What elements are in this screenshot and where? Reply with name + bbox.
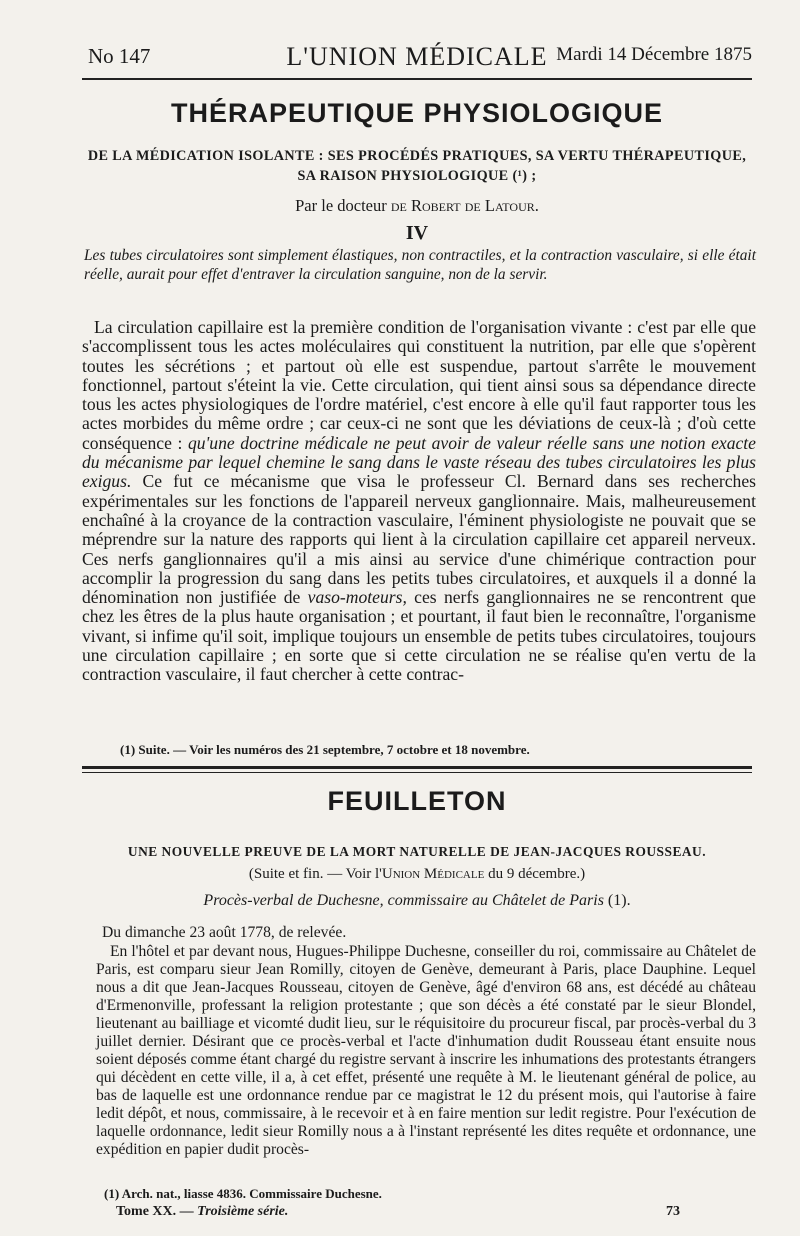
suite-journal: Union Médicale (381, 866, 485, 882)
tome-number: Tome XX. — (116, 1204, 194, 1219)
issue-date: Mardi 14 Décembre 1875 (556, 44, 752, 65)
article-summary: Les tubes circulatoires sont simplement élastiques, non contractiles, et la contraction vasculaire, si elle était réelle, aurait pour effet d'entraver la circulation sanguine, non de la servir. (84, 247, 756, 283)
proces-verbal-title (82, 892, 752, 910)
page-footer (116, 1204, 752, 1224)
issue-number: No 147 (88, 44, 151, 68)
section-rule-thick (82, 766, 752, 769)
tome-label (116, 1204, 288, 1219)
feuilleton-opening: Du dimanche 23 août 1778, de relevée. (102, 924, 347, 941)
para-end: ces nerfs ganglionnaires ne se rencontrent que chez les êtres de la plus haute organisation ; et pourtant, il faut bien le reconnaître, l'organisme vivant, si infime qu'il soit, implique toujours un ensemble de petits tubes circulatoires, toujours une circulation capillaire ; en sorte que si cette circulation ne se réalise qu'en vertu de la contraction vasculaire, il faut chercher à cette contrac- (82, 587, 756, 685)
masthead (82, 40, 752, 74)
article-body (82, 318, 756, 685)
feuilleton-title: FEUILLETON (327, 786, 507, 816)
section-title: THÉRAPEUTIQUE PHYSIOLOGIQUE (170, 98, 664, 128)
proces-note: (1). (603, 892, 631, 909)
para-term: vaso-moteurs, (307, 587, 407, 608)
para-italic: qu'une doctrine médicale ne peut avoir de valeur réelle sans une notion exacte du mécanisme par lequel chemine le sang dans le vaste réseau des tubes circulatoires les plus exigus. (82, 432, 756, 492)
article-paragraph (82, 318, 756, 685)
feuilleton-body (96, 924, 756, 1159)
page-number: 73 (666, 1204, 680, 1219)
feuilleton-footnote: (1) Arch. nat., liasse 4836. Commissaire Duchesne. (104, 1186, 382, 1201)
journal-title: L'UNION MÉDICALE (286, 42, 548, 71)
section-rule-thin (82, 772, 752, 773)
feuilleton-suite (82, 866, 752, 883)
suite-prefix: (Suite et fin. — Voir l' (248, 866, 382, 882)
serie-label: Troisième série. (197, 1204, 289, 1219)
author-prefix: Par le docteur (295, 196, 387, 215)
author-name: de Robert de Latour. (390, 196, 539, 215)
article-subtitle: DE LA MÉDICATION ISOLANTE : SES PROCÉDÉS PRATIQUES, SA VERTU THÉRAPEUTIQUE, SA RAISON PHYSIOLOGIQUE (¹) ; (87, 148, 747, 184)
suite-suffix: du 9 décembre.) (484, 866, 586, 882)
para-middle: Ce fut ce mécanisme que visa le professeur Cl. Bernard dans ses recherches expérimentales sur les fonctions de l'appareil nerveux ganglionnaire. Mais, malheureusement enchaîné à la croyance de la contraction vasculaire, l'éminent physiologiste ne pouvait que se méprendre sur la nature des rapports qui lient à la circulation capillaire cet appareil nerveux. Ces nerfs ganglionnaires qu'il a mis ainsi au service d'une chimérique contraction pour accomplir la progression du sang dans les petits tubes circulatoires, et auxquels il a donné la dénomination non justifiée de (82, 471, 757, 608)
feuilleton-paragraph: En l'hôtel et par devant nous, Hugues-Philippe Duchesne, conseiller du roi, commissaire au Châtelet de Paris, est comparu sieur Jean Romilly, citoyen de Genève, demeurant à Paris, place Dauphine. Lequel nous a dit que Jean-Jacques Rousseau, citoyen de Genève, âgé d'environ 68 ans, est décédé au château d'Ermenonville, professant la religion protestante ; que son décès a été constaté par le sieur Blondel, lieutenant au bailliage et vicomté dudit lieu, sur le réquisitoire du procureur fiscal, par procès-verbal du 3 juillet dernier. Désirant que ce procès-verbal et l'acte d'inhumation dudit Rousseau étant ensuite nous soient déposés comme étant chargé du registre servant à inscrire les inhumations des protestants étrangers qui décèdent en cette ville, il a, à cet effet, présenté une requête à M. le lieutenant général de police, au bas de laquelle est une ordonnance rendue par ce magistrat le 12 du présent mois, qui l'autorise à faire ledit dépôt, et nous, commissaire, à le recevoir et à en faire mention sur ledit registre. Pour l'exécution de laquelle ordonnance, ledit sieur Romilly nous a à l'instant représenté les dites requête et ordonnance, une expédition en papier dudit procès- (96, 943, 756, 1158)
para-start: La circulation capillaire est la première condition de l'organisation vivante : c'est par elle que s'accomplissent tous les actes moléculaires qui constituent la nutrition, par elle que s'opèrent toutes les sécrétions ; et partout où elle est suspendue, partout s'arrête le mouvement fonctionnel, partout s'éteint la vie. Cette circulation, qui tient ainsi sous sa dépendance directe tous les actes physiologiques de l'ordre matériel, c'est encore à elle qu'il faut rapporter tous les actes morbides du même ordre ; car ceux-ci ne sont que les déviations de ceux-là ; d'où cette conséquence : (82, 317, 756, 453)
header-rule (82, 78, 752, 80)
proces-title: Procès-verbal de Duchesne, commissaire au Châtelet de Paris (203, 892, 604, 909)
article-footnote: (1) Suite. — Voir les numéros des 21 septembre, 7 octobre et 18 novembre. (120, 742, 530, 757)
article-author (82, 196, 752, 216)
feuilleton-subtitle: UNE NOUVELLE PREUVE DE LA MORT NATURELLE DE JEAN-JACQUES ROUSSEAU. (127, 844, 707, 859)
part-number: IV (405, 222, 429, 244)
